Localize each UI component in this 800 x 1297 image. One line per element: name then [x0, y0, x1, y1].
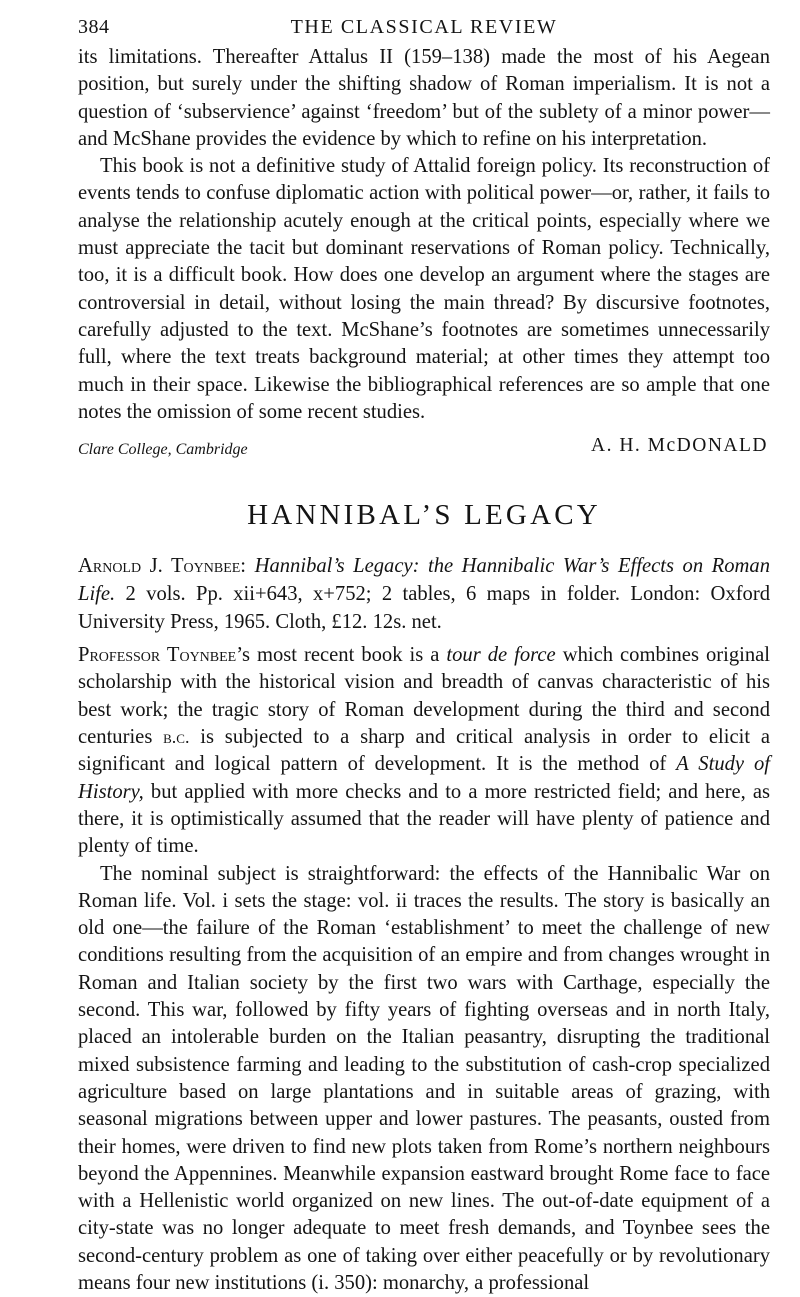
p1-text-c: is subjected to a sharp and critical analysis in order to elicit a significant and logical pattern of development. It is the method of: [78, 726, 771, 776]
journal-title: THE CLASSICAL REVIEW: [290, 16, 558, 38]
p1-text-b: which combines original scholarship with the historical vision and breadth of canvas characteristic of his best work; the tragic story of Roman development during the third and second centuries: [78, 644, 771, 749]
review2-paragraph-2: The nominal subject is straightforward: the effects of the Hannibalic War on Roman life. Vol. i sets the stage: vol. ii traces the results. The story is basically an old one—the failure of the Roman ‘establishment’ to meet the challenge of new conditions resulting from the acquisition of an empire and from changes wrought in Roman and Italian society by the first two wars with Carthage, especially the second. This war, followed by fifty years of fighting overseas and in north Italy, placed an intolerable burden on the Italian peasantry, disrupting the traditional mixed subsistence farming and leading to the substitution of cash-crop specialized agriculture based on large plantations and in suitable areas of grazing, with seasonal migrations between upper and lower pastures. The peasants, ousted from their homes, were driven to find new plots taken from Rome’s northern neighbours beyond the Appennines. Meanwhile expansion eastward brought Rome face to face with a Hellenistic world organized on new lines. The out-of-date equipment of a city-state was no longer adequate to meet fresh demands, and Toynbee sees the second-century problem as one of taking over either peacefully or by revolutionary means four new institutions (i. 350): monarchy, a professional: [78, 862, 770, 1294]
bib-title: Hannibal’s Legacy: the Hannibalic War’s Effects on Roman Life.: [78, 555, 771, 606]
reviewer-name: A. H. McDONALD: [591, 435, 768, 457]
review1-paragraph-final: This book is not a definitive study of Attalid foreign policy. Its reconstruction of events tends to confuse diplomatic action with political power—or, rather, it fails to analyse the relationship acutely enough at the critical points, especially where we must appreciate the tacit but dominant reservations of Roman policy. Technically, too, it is a difficult book. How does one develop an argument where the stages are controversial in detail, without losing the main thread? By discursive footnotes, carefully adjusted to the text. McShane’s footnotes are sometimes unnecessarily full, where the text treats background material; at other times they attempt too much in their space. Likewise the bibliographical references are so ample that one notes the omission of some recent studies.: [78, 155, 770, 423]
reviewer-affiliation: Clare College, Cambridge: [78, 441, 248, 459]
phrase-tour-de-force: tour de force: [446, 644, 556, 667]
review1-paragraph-continued: its limitations. Thereafter Attalus II (159–138) made the most of his Aegean position, but surely under the shifting shadow of Roman imperialism. It is not a question of ‘subservience’ against ‘freedom’ but of the sublety of a minor power—and McShane provides the evidence by which to refine on his interpretation.: [78, 46, 770, 150]
bibliographic-entry: [78, 552, 770, 636]
lead-in-name: Professor Toynbee: [78, 644, 237, 667]
bib-author: Arnold J. Toynbee:: [78, 555, 247, 578]
review-title: HANNIBAL’S LEGACY: [247, 499, 601, 532]
bib-details: 2 vols. Pp. xii+643, x+752; 2 tables, 6 maps in folder. London: Oxford University Press, 1965. Cloth, £12. 12s. net.: [78, 583, 770, 634]
reviewer-signature: [78, 432, 770, 460]
p1-text-a: ’s most recent book is a: [236, 644, 440, 667]
era-bc: b.c.: [163, 727, 190, 748]
p1-text-d: but applied with more checks and to a more restricted field; and here, as there, it is optimistically assumed that the reader will have plenty of patience and plenty of time.: [78, 780, 770, 858]
review2-paragraph-1: [78, 642, 770, 860]
running-head: [78, 12, 770, 42]
page-number: 384: [78, 16, 110, 38]
work-title-study-of-history: A Study of History,: [78, 753, 771, 803]
